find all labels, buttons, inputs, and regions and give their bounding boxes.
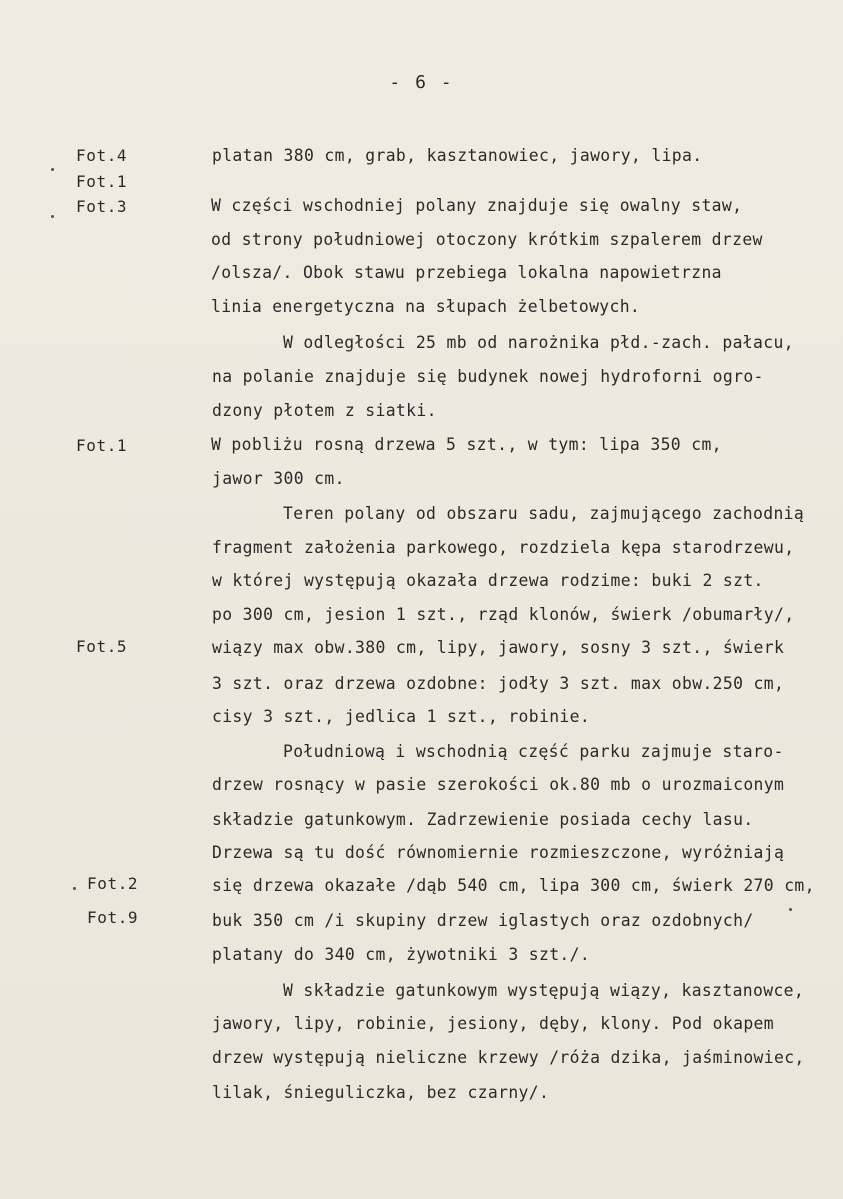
text-line: jawor 300 cm.: [212, 469, 345, 488]
text-line: lilak, śnieguliczka, bez czarny/.: [212, 1083, 550, 1102]
text-line: składzie gatunkowym. Zadrzewienie posiada cechy lasu.: [212, 810, 754, 829]
text-line: w której występują okazała drzewa rodzime: buki 2 szt.: [212, 571, 764, 590]
text-line: Drzewa są tu dość równomiernie rozmieszczone, wyróżniają: [212, 843, 785, 862]
ink-speck: [73, 887, 76, 890]
ink-speck: [51, 168, 54, 171]
text-line: cisy 3 szt., jedlica 1 szt., robinie.: [212, 707, 591, 726]
text-line: 3 szt. oraz drzewa ozdobne: jodły 3 szt. max obw.250 cm,: [212, 674, 785, 693]
text-line: się drzewa okazałe /dąb 540 cm, lipa 300 cm, świerk 270 cm,: [212, 876, 815, 895]
margin-note-photo: Fot.2: [87, 874, 139, 893]
text-line: platan 380 cm, grab, kasztanowiec, jawory, lipa.: [212, 146, 703, 165]
text-line: W składzie gatunkowym występują wiązy, kasztanowce,: [283, 981, 805, 1000]
text-line: linia energetyczna na słupach żelbetowych.: [211, 297, 641, 316]
text-line: jawory, lipy, robinie, jesiony, dęby, klony. Pod okapem: [212, 1014, 774, 1033]
text-line: drzew rosnący w pasie szerokości ok.80 mb o urozmaiconym: [212, 775, 785, 794]
text-line: platany do 340 cm, żywotniki 3 szt./.: [212, 945, 591, 964]
margin-note-photo: Fot.4: [76, 146, 128, 165]
text-line: po 300 cm, jesion 1 szt., rząd klonów, świerk /obumarły/,: [212, 605, 795, 624]
text-line: dzony płotem z siatki.: [212, 401, 437, 420]
ink-speck: [789, 908, 792, 911]
text-line: Teren polany od obszaru sadu, zajmującego zachodnią: [283, 504, 805, 523]
text-line: wiązy max obw.380 cm, lipy, jawory, sosny 3 szt., świerk: [212, 638, 785, 657]
text-line: W części wschodniej polany znajduje się owalny staw,: [211, 196, 743, 215]
margin-note-photo: Fot.9: [87, 908, 139, 927]
text-line: Południową i wschodnią część parku zajmuje staro-: [283, 742, 784, 761]
text-line: W pobliżu rosną drzewa 5 szt., w tym: lipa 350 cm,: [211, 435, 722, 454]
margin-note-photo: Fot.1: [76, 436, 128, 455]
text-line: fragment założenia parkowego, rozdziela kępa starodrzewu,: [212, 538, 795, 557]
text-line: drzew występują nieliczne krzewy /róża dzika, jaśminowiec,: [212, 1048, 805, 1067]
margin-note-photo: Fot.5: [76, 637, 128, 656]
text-line: od strony południowej otoczony krótkim szpalerem drzew: [211, 230, 763, 249]
text-line: W odległości 25 mb od narożnika płd.-zach. pałacu,: [283, 333, 794, 352]
page-number: - 6 -: [389, 72, 454, 93]
text-line: buk 350 cm /i skupiny drzew iglastych oraz ozdobnych/: [212, 911, 754, 930]
ink-speck: [51, 215, 54, 218]
text-line: na polanie znajduje się budynek nowej hydroforni ogro-: [212, 367, 764, 386]
margin-note-photo: Fot.1: [76, 172, 128, 191]
text-line: /olsza/. Obok stawu przebiega lokalna napowietrzna: [211, 263, 722, 282]
margin-note-photo: Fot.3: [76, 197, 128, 216]
